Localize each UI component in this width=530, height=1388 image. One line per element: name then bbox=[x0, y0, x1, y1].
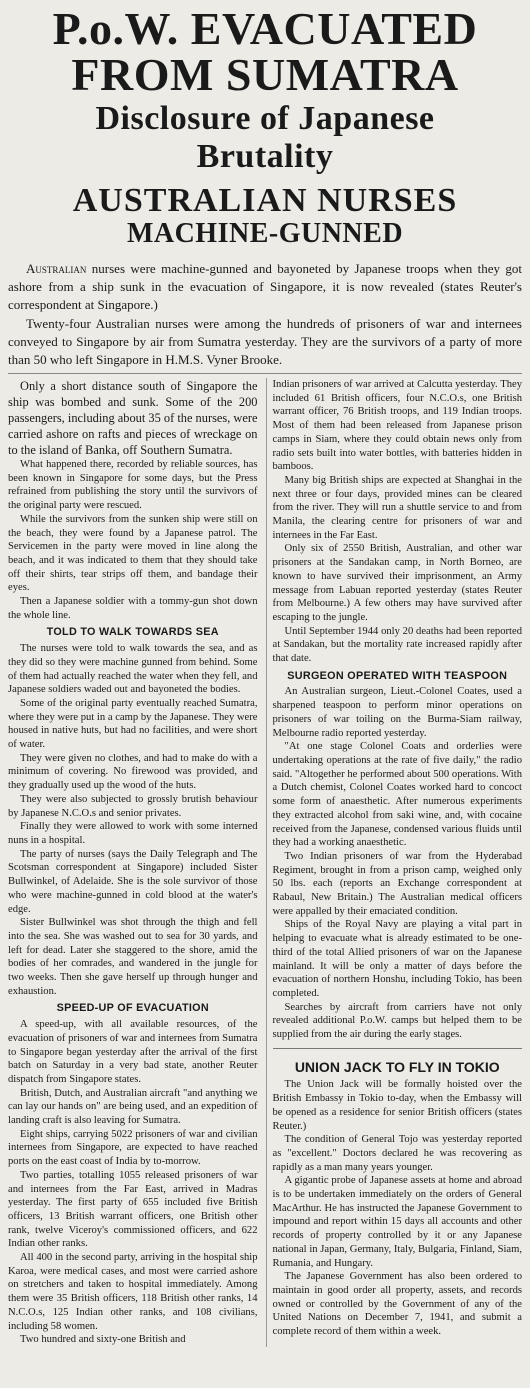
left-paragraph: Two hundred and sixty-one British and bbox=[20, 1334, 186, 1346]
headline-main-1: P.o.W. EVACUATED bbox=[52, 3, 478, 54]
lead-dropword: Australian bbox=[26, 261, 87, 276]
left-paragraph: Eight ships, carrying 5022 prisoners of war and civilian internees from Singapore, are expected to have reached ports on the east coast of India by to-morrow. bbox=[8, 1128, 258, 1168]
lead-paragraph-1 bbox=[8, 260, 522, 314]
right-paragraph: Ships of the Royal Navy are playing a vital part in helping to evacuate what is already estimated to be one-third of the total Allied prisoners of war on the Japanese mainland. It will be only a matter of days before the evacuation of northern Honshu, including Tokio, has been completed. bbox=[272, 919, 522, 999]
left-column bbox=[8, 378, 258, 1347]
headline-machine-gunned: MACHINE-GUNNED bbox=[126, 218, 404, 249]
headline-deck-2: Brutality bbox=[196, 138, 334, 175]
right-paragraph: The Japanese Government has also been ordered to maintain in good order all property, assets, and records owned or controlled by the Government of any of the United Nations on December 7, 1941, and submit a complete record of them within a week. bbox=[272, 1271, 522, 1338]
left-paragraph: They were given no clothes, and had to make do with a minimum of covering. No firewood was provided, and they gradually used up the wood of the huts. bbox=[8, 752, 258, 792]
left-paragraph: What happened there, recorded by reliable sources, has been known in Singapore for some days, but the Press refrained from publishing the story until the survivors of the original party were rescued. bbox=[8, 459, 258, 512]
article-columns bbox=[8, 373, 522, 1347]
subheading-walk-sea: TOLD TO WALK TOWARDS SEA bbox=[46, 626, 219, 639]
headline-deck-1: Disclosure of Japanese bbox=[95, 100, 435, 137]
column-rule bbox=[273, 1048, 523, 1049]
headline-nurses: AUSTRALIAN NURSES bbox=[72, 182, 458, 219]
left-paragraph: While the survivors from the sunken ship were still on the beach, they were found by a Japanese patrol. The Servicemen in the party were moved in line along the beach, and it was indicated to them that they should take off their shirts, tear strips off them, and bandage their eyes. bbox=[8, 513, 258, 594]
right-paragraph: The Union Jack will be formally hoisted over the British Embassy in Tokio to-day, when the Embassy will be opened as a residence for senior British officers (states Reuter.) bbox=[272, 1079, 522, 1132]
left-paragraph: A speed-up, with all available resources, of the evacuation of prisoners of war and internees from Sumatra to Singapore began yesterday after the arrival of the first batch on Saturday in a very bad state, another Reuter dispatch from Singapore states. bbox=[8, 1019, 258, 1085]
left-paragraph: Finally they were allowed to work with some interned nuns in a hospital. bbox=[8, 821, 258, 846]
right-paragraph: Until September 1944 only 20 deaths had been reported at Sandakan, but the mortality rate increased rapidly after that date. bbox=[272, 625, 522, 665]
right-paragraph: An Australian surgeon, Lieut.-Colonel Coates, used a sharpened teaspoon to perform minor operations on prisoners of war toiling on the Burma-Siam railway, Melbourne radio reported yesterday. bbox=[272, 686, 522, 739]
right-column bbox=[266, 378, 523, 1347]
subheading-teaspoon: SURGEON OPERATED WITH TEASPOON bbox=[287, 669, 508, 682]
right-paragraph: The condition of General Tojo was yesterday reported as "excellent." Doctors declared he was recovering as rapidly as a man many years younger. bbox=[272, 1134, 522, 1173]
right-paragraph: Indian prisoners of war arrived at Calcutta yesterday. They included 61 British officers, four N.C.O.s, one British warrant officer, 76 British troops, and 119 Indian troops. Most of them had been released from Japanese prison camps in Siam, where they could obtain news only from radio sets built into water bottles, with batteries hidden in bamboos. bbox=[272, 379, 522, 473]
headline-main-2: FROM SUMATRA bbox=[71, 49, 459, 100]
right-paragraph: Many big British ships are expected at Shanghai in the next three or four days, provided mines can be cleared from the river. They will run a shuttle service to and from Manila, the clearing centre for prisoners of war and internees in the Far East. bbox=[272, 474, 522, 541]
left-paragraph: The nurses were told to walk towards the sea, and as they did so they were machine gunned from behind. Some of them had actually reached the water when they fell, and Japanese soldiers waded out and bayoneted the bodies. bbox=[8, 643, 258, 696]
right-paragraph: Two Indian prisoners of war from the Hyderabad Regiment, brought in from a prison camp, weighed only 50 lbs. each (reports an Exchange correspondent at Rabaul, New Britain.) The Australian medical officers were appalled by their emaciated condition. bbox=[272, 850, 522, 917]
lead-paragraph-2: Twenty-four Australian nurses were among the hundreds of prisoners of war and internees conveyed to Singapore by air from Sumatra yesterday. They are the survivors of a party of more than 50 who left Singapore in H.M.S. Vyner Brooke. bbox=[8, 316, 522, 367]
subheading-union-jack: UNION JACK TO FLY IN TOKIO bbox=[294, 1058, 500, 1075]
left-paragraph: The party of nurses (says the Daily Telegraph and The Scotsman correspondent at Singapore) included Sister Bullwinkel, of Adelaide. She is the sole survivor of those who were machine-gunned in cold blood at the water's edge. bbox=[8, 848, 258, 915]
right-paragraph: Searches by aircraft from carriers have not only revealed additional P.o.W. camps but helped them to be supplied from the air during the early stages. bbox=[272, 1001, 522, 1041]
left-paragraph: Two parties, totalling 1055 released prisoners of war and internees from the Far East, arrived in Madras yesterday. The first party of 655 included five British officers, 13 British warrant officers, one British other rank, twelve Viceroy's commissioned officers, and 622 Indian other ranks. bbox=[8, 1169, 258, 1250]
lead-paragraphs bbox=[8, 260, 522, 369]
left-paragraph: British, Dutch, and Australian aircraft "and anything we can lay our hands on" are being used, and an expedition of landing craft is also leaving for Sumatra. bbox=[8, 1087, 258, 1127]
lead-paragraph-1-text: nurses were machine-gunned and bayoneted by Japanese troops when they got ashore from a ship sunk in the evacuation of Singapore, it is now revealed (states Reuter's correspondent at Singapore.) bbox=[8, 261, 522, 312]
subheading-speed-up: SPEED-UP OF EVACUATION bbox=[56, 1002, 209, 1015]
right-paragraph: Only six of 2550 British, Australian, and other war prisoners at the Sandakan camp, in North Borneo, are known to have survived their imprisonment, an Army message from Labuan reported yesterday (states Reuter from Melbourne.) A few others may have survived after escaping to the jungle. bbox=[272, 543, 522, 623]
left-paragraph: Only a short distance south of Singapore the ship was bombed and sunk. Some of the 200 passengers, including about 35 of the nurses, were carried ashore on rafts and pieces of wreckage on to the island of Banka, off Southern Sumatra. bbox=[8, 379, 258, 457]
left-paragraph: They were also subjected to grossly brutish behaviour by Japanese N.C.O.s and senior privates. bbox=[8, 793, 258, 819]
left-paragraph: All 400 in the second party, arriving in the hospital ship Karoa, were medical cases, and most were carried ashore on stretchers and taken to hospital immediately. Among them were 35 British officers, 118 British other ranks, 14 N.C.O.s, 125 Indian other ranks, and 108 civilians, including 58 women. bbox=[8, 1252, 258, 1332]
left-paragraph: Sister Bullwinkel was shot through the thigh and fell into the sea. She was washed out to sea for 30 yards, and left for dead. Later she staggered to the shore, amid the bodies of her comrades, and wandered in the jungle for two weeks. Then she gave herself up through hunger and exhaustion. bbox=[8, 917, 258, 997]
right-paragraph: "At one stage Colonel Coats and orderlies were undertaking operations at the rate of five daily," the radio said. "Altogether he performed about 500 operations. With a Dutch chemist, Colonel Coates worked hard to concoct some form of anaesthetic. After numerous experiments they extracted alcohol from saki wine, and, with cocaine received from the Japanese, condensed various fluids until they had a working anaesthetic. bbox=[272, 741, 522, 849]
left-paragraph: Then a Japanese soldier with a tommy-gun shot down the whole line. bbox=[8, 596, 258, 621]
left-paragraph: Some of the original party eventually reached Sumatra, where they were put in a camp by the Japanese. They were housed in native huts, but had no facilities, and were short of water. bbox=[8, 697, 258, 751]
right-paragraph: A gigantic probe of Japanese assets at home and abroad is to be undertaken immediately on the orders of General MacArthur. He has instructed the Japanese Government to impound and report within 15 days all accounts and other records of property controlled by it or any Japanese national in Japan, Germany, Italy, Bulgaria, Finland, Siam, Rumania, and Hungary. bbox=[272, 1175, 522, 1269]
